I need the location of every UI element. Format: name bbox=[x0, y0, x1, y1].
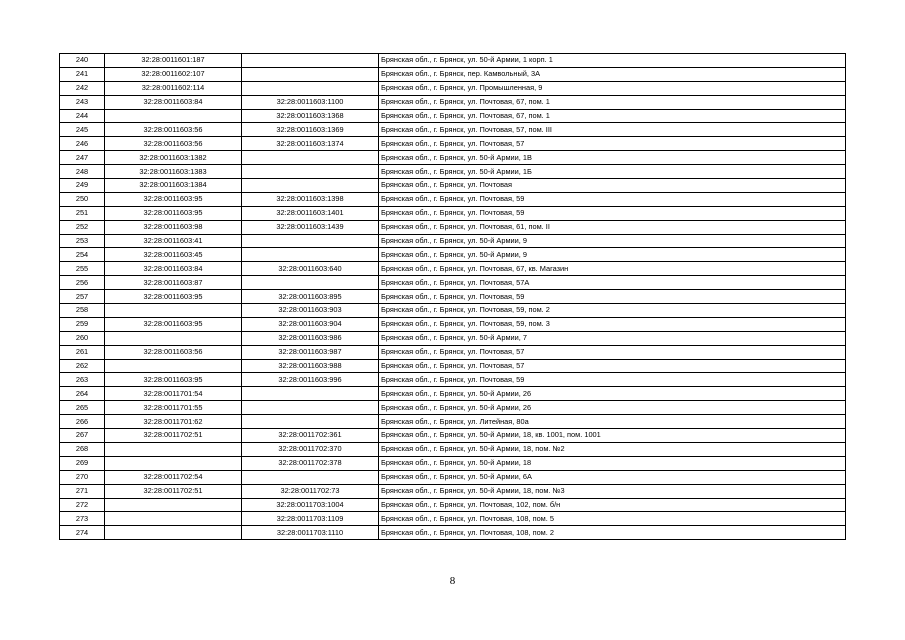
table-row bbox=[60, 512, 846, 526]
cadastral-number-cell bbox=[105, 526, 242, 540]
table-row bbox=[60, 179, 846, 193]
address-cell: Брянская обл., г. Брянск, ул. 50-й Армии, 1Б bbox=[379, 165, 846, 179]
object-cadastral-number-cell: 32:28:0011603:895 bbox=[242, 290, 379, 304]
address-cell: Брянская обл., г. Брянск, пер. Камвольный, 3А bbox=[379, 67, 846, 81]
table-row bbox=[60, 81, 846, 95]
object-cadastral-number-cell: 32:28:0011702:378 bbox=[242, 456, 379, 470]
cadastral-number-cell: 32:28:0011603:1383 bbox=[105, 165, 242, 179]
row-number-cell: 264 bbox=[60, 387, 105, 401]
cadastral-number-cell: 32:28:0011603:84 bbox=[105, 95, 242, 109]
address-cell: Брянская обл., г. Брянск, ул. Литейная, 80а bbox=[379, 415, 846, 429]
object-cadastral-number-cell: 32:28:0011703:1109 bbox=[242, 512, 379, 526]
table-row bbox=[60, 123, 846, 137]
cadastral-number-cell: 32:28:0011603:56 bbox=[105, 137, 242, 151]
table-row bbox=[60, 109, 846, 123]
cadastral-number-cell: 32:28:0011702:51 bbox=[105, 429, 242, 443]
address-cell: Брянская обл., г. Брянск, ул. 50-й Армии, 18, кв. 1001, пом. 1001 bbox=[379, 429, 846, 443]
table-row bbox=[60, 276, 846, 290]
address-cell: Брянская обл., г. Брянск, ул. 50-й Армии, 26 bbox=[379, 401, 846, 415]
cadastral-number-cell: 32:28:0011603:98 bbox=[105, 220, 242, 234]
table-row bbox=[60, 67, 846, 81]
address-cell: Брянская обл., г. Брянск, ул. 50-й Армии, 18, пом. №2 bbox=[379, 442, 846, 456]
object-cadastral-number-cell bbox=[242, 276, 379, 290]
address-cell: Брянская обл., г. Брянск, ул. 50-й Армии, 1 корп. 1 bbox=[379, 54, 846, 68]
row-number-cell: 267 bbox=[60, 429, 105, 443]
row-number-cell: 252 bbox=[60, 220, 105, 234]
cadastral-number-cell: 32:28:0011603:56 bbox=[105, 123, 242, 137]
cadastral-number-cell bbox=[105, 498, 242, 512]
table-row bbox=[60, 331, 846, 345]
row-number-cell: 254 bbox=[60, 248, 105, 262]
address-cell: Брянская обл., г. Брянск, ул. Почтовая, 59 bbox=[379, 373, 846, 387]
row-number-cell: 263 bbox=[60, 373, 105, 387]
object-cadastral-number-cell: 32:28:0011603:1401 bbox=[242, 206, 379, 220]
object-cadastral-number-cell bbox=[242, 401, 379, 415]
address-cell: Брянская обл., г. Брянск, ул. Почтовая, 67, пом. 1 bbox=[379, 95, 846, 109]
row-number-cell: 270 bbox=[60, 470, 105, 484]
row-number-cell: 268 bbox=[60, 442, 105, 456]
row-number-cell: 251 bbox=[60, 206, 105, 220]
object-cadastral-number-cell: 32:28:0011603:986 bbox=[242, 331, 379, 345]
address-cell: Брянская обл., г. Брянск, ул. 50-й Армии, 9 bbox=[379, 248, 846, 262]
table-row bbox=[60, 304, 846, 318]
table-row bbox=[60, 401, 846, 415]
cadastral-number-cell: 32:28:0011602:114 bbox=[105, 81, 242, 95]
row-number-cell: 244 bbox=[60, 109, 105, 123]
table-row bbox=[60, 442, 846, 456]
object-cadastral-number-cell bbox=[242, 81, 379, 95]
table-row bbox=[60, 54, 846, 68]
row-number-cell: 258 bbox=[60, 304, 105, 318]
row-number-cell: 241 bbox=[60, 67, 105, 81]
object-cadastral-number-cell: 32:28:0011603:987 bbox=[242, 345, 379, 359]
cadastral-number-cell bbox=[105, 442, 242, 456]
object-cadastral-number-cell: 32:28:0011603:988 bbox=[242, 359, 379, 373]
table-row bbox=[60, 345, 846, 359]
object-cadastral-number-cell bbox=[242, 67, 379, 81]
row-number-cell: 250 bbox=[60, 192, 105, 206]
address-cell: Брянская обл., г. Брянск, ул. Почтовая, 108, пом. 2 bbox=[379, 526, 846, 540]
row-number-cell: 274 bbox=[60, 526, 105, 540]
object-cadastral-number-cell: 32:28:0011603:1398 bbox=[242, 192, 379, 206]
object-cadastral-number-cell: 32:28:0011603:996 bbox=[242, 373, 379, 387]
table-row bbox=[60, 387, 846, 401]
table-row bbox=[60, 526, 846, 540]
object-cadastral-number-cell: 32:28:0011603:1369 bbox=[242, 123, 379, 137]
address-cell: Брянская обл., г. Брянск, ул. Почтовая, 59, пом. 2 bbox=[379, 304, 846, 318]
cadastral-number-cell: 32:28:0011603:1384 bbox=[105, 179, 242, 193]
table-row bbox=[60, 484, 846, 498]
object-cadastral-number-cell bbox=[242, 470, 379, 484]
object-cadastral-number-cell bbox=[242, 151, 379, 165]
address-cell: Брянская обл., г. Брянск, ул. Почтовая, 108, пом. 5 bbox=[379, 512, 846, 526]
cadastral-number-cell: 32:28:0011603:41 bbox=[105, 234, 242, 248]
row-number-cell: 259 bbox=[60, 317, 105, 331]
table-row bbox=[60, 151, 846, 165]
address-cell: Брянская обл., г. Брянск, ул. Почтовая, 67, кв. Магазин bbox=[379, 262, 846, 276]
address-cell: Брянская обл., г. Брянск, ул. Почтовая, 57А bbox=[379, 276, 846, 290]
address-cell: Брянская обл., г. Брянск, ул. 50-й Армии, 1В bbox=[379, 151, 846, 165]
cadastral-number-cell bbox=[105, 456, 242, 470]
registry-table bbox=[59, 53, 846, 540]
row-number-cell: 249 bbox=[60, 179, 105, 193]
address-cell: Брянская обл., г. Брянск, ул. 50-й Армии, 9 bbox=[379, 234, 846, 248]
table-row bbox=[60, 429, 846, 443]
cadastral-number-cell: 32:28:0011603:87 bbox=[105, 276, 242, 290]
table-row bbox=[60, 290, 846, 304]
row-number-cell: 266 bbox=[60, 415, 105, 429]
row-number-cell: 260 bbox=[60, 331, 105, 345]
cadastral-number-cell: 32:28:0011702:54 bbox=[105, 470, 242, 484]
row-number-cell: 262 bbox=[60, 359, 105, 373]
object-cadastral-number-cell: 32:28:0011703:1004 bbox=[242, 498, 379, 512]
table-row bbox=[60, 470, 846, 484]
table-row bbox=[60, 373, 846, 387]
address-cell: Брянская обл., г. Брянск, ул. Почтовая, 59 bbox=[379, 206, 846, 220]
row-number-cell: 257 bbox=[60, 290, 105, 304]
cadastral-number-cell: 32:28:0011603:95 bbox=[105, 192, 242, 206]
table-row bbox=[60, 206, 846, 220]
object-cadastral-number-cell: 32:28:0011702:361 bbox=[242, 429, 379, 443]
address-cell: Брянская обл., г. Брянск, ул. Почтовая, 67, пом. 1 bbox=[379, 109, 846, 123]
address-cell: Брянская обл., г. Брянск, ул. 50-й Армии, 26 bbox=[379, 387, 846, 401]
cadastral-number-cell: 32:28:0011701:55 bbox=[105, 401, 242, 415]
row-number-cell: 272 bbox=[60, 498, 105, 512]
row-number-cell: 271 bbox=[60, 484, 105, 498]
address-cell: Брянская обл., г. Брянск, ул. 50-й Армии, 7 bbox=[379, 331, 846, 345]
row-number-cell: 245 bbox=[60, 123, 105, 137]
table-row bbox=[60, 220, 846, 234]
cadastral-number-cell bbox=[105, 331, 242, 345]
address-cell: Брянская обл., г. Брянск, ул. Почтовая, 59 bbox=[379, 290, 846, 304]
cadastral-number-cell: 32:28:0011603:1382 bbox=[105, 151, 242, 165]
address-cell: Брянская обл., г. Брянск, ул. Почтовая bbox=[379, 179, 846, 193]
row-number-cell: 248 bbox=[60, 165, 105, 179]
table-row bbox=[60, 415, 846, 429]
row-number-cell: 247 bbox=[60, 151, 105, 165]
cadastral-number-cell: 32:28:0011603:95 bbox=[105, 290, 242, 304]
row-number-cell: 256 bbox=[60, 276, 105, 290]
table-row bbox=[60, 262, 846, 276]
cadastral-number-cell: 32:28:0011603:84 bbox=[105, 262, 242, 276]
cadastral-number-cell bbox=[105, 304, 242, 318]
cadastral-number-cell: 32:28:0011702:51 bbox=[105, 484, 242, 498]
table-row bbox=[60, 248, 846, 262]
object-cadastral-number-cell: 32:28:0011703:1110 bbox=[242, 526, 379, 540]
object-cadastral-number-cell bbox=[242, 165, 379, 179]
address-cell: Брянская обл., г. Брянск, ул. Почтовая, 57 bbox=[379, 345, 846, 359]
row-number-cell: 265 bbox=[60, 401, 105, 415]
object-cadastral-number-cell bbox=[242, 234, 379, 248]
row-number-cell: 261 bbox=[60, 345, 105, 359]
page-number: 8 bbox=[449, 575, 456, 587]
table-row bbox=[60, 192, 846, 206]
row-number-cell: 240 bbox=[60, 54, 105, 68]
table-row bbox=[60, 498, 846, 512]
object-cadastral-number-cell: 32:28:0011603:1439 bbox=[242, 220, 379, 234]
address-cell: Брянская обл., г. Брянск, ул. Почтовая, 61, пом. II bbox=[379, 220, 846, 234]
object-cadastral-number-cell bbox=[242, 54, 379, 68]
object-cadastral-number-cell: 32:28:0011603:1368 bbox=[242, 109, 379, 123]
table-row bbox=[60, 137, 846, 151]
cadastral-number-cell: 32:28:0011601:187 bbox=[105, 54, 242, 68]
address-cell: Брянская обл., г. Брянск, ул. 50-й Армии, 18 bbox=[379, 456, 846, 470]
row-number-cell: 253 bbox=[60, 234, 105, 248]
table-row bbox=[60, 95, 846, 109]
address-cell: Брянская обл., г. Брянск, ул. Почтовая, 57 bbox=[379, 359, 846, 373]
cadastral-number-cell bbox=[105, 109, 242, 123]
row-number-cell: 255 bbox=[60, 262, 105, 276]
address-cell: Брянская обл., г. Брянск, ул. Почтовая, 59, пом. 3 bbox=[379, 317, 846, 331]
cadastral-number-cell: 32:28:0011701:54 bbox=[105, 387, 242, 401]
table-row bbox=[60, 234, 846, 248]
cadastral-number-cell: 32:28:0011602:107 bbox=[105, 67, 242, 81]
row-number-cell: 273 bbox=[60, 512, 105, 526]
address-cell: Брянская обл., г. Брянск, ул. Почтовая, 57 bbox=[379, 137, 846, 151]
cadastral-number-cell: 32:28:0011603:95 bbox=[105, 206, 242, 220]
table-row bbox=[60, 359, 846, 373]
address-cell: Брянская обл., г. Брянск, ул. 50-й Армии, 6А bbox=[379, 470, 846, 484]
cadastral-number-cell: 32:28:0011603:95 bbox=[105, 317, 242, 331]
object-cadastral-number-cell: 32:28:0011702:73 bbox=[242, 484, 379, 498]
object-cadastral-number-cell bbox=[242, 248, 379, 262]
cadastral-number-cell bbox=[105, 512, 242, 526]
row-number-cell: 243 bbox=[60, 95, 105, 109]
address-cell: Брянская обл., г. Брянск, ул. Промышленная, 9 bbox=[379, 81, 846, 95]
object-cadastral-number-cell: 32:28:0011603:904 bbox=[242, 317, 379, 331]
table-row bbox=[60, 165, 846, 179]
address-cell: Брянская обл., г. Брянск, ул. Почтовая, 102, пом. б/н bbox=[379, 498, 846, 512]
object-cadastral-number-cell bbox=[242, 179, 379, 193]
table-row bbox=[60, 317, 846, 331]
object-cadastral-number-cell bbox=[242, 415, 379, 429]
object-cadastral-number-cell: 32:28:0011603:1374 bbox=[242, 137, 379, 151]
address-cell: Брянская обл., г. Брянск, ул. 50-й Армии, 18, пом. №3 bbox=[379, 484, 846, 498]
object-cadastral-number-cell bbox=[242, 387, 379, 401]
cadastral-number-cell: 32:28:0011603:95 bbox=[105, 373, 242, 387]
object-cadastral-number-cell: 32:28:0011603:1100 bbox=[242, 95, 379, 109]
object-cadastral-number-cell: 32:28:0011702:370 bbox=[242, 442, 379, 456]
cadastral-number-cell: 32:28:0011603:56 bbox=[105, 345, 242, 359]
address-cell: Брянская обл., г. Брянск, ул. Почтовая, 57, пом. III bbox=[379, 123, 846, 137]
row-number-cell: 246 bbox=[60, 137, 105, 151]
object-cadastral-number-cell: 32:28:0011603:903 bbox=[242, 304, 379, 318]
cadastral-number-cell bbox=[105, 359, 242, 373]
table-row bbox=[60, 456, 846, 470]
row-number-cell: 242 bbox=[60, 81, 105, 95]
row-number-cell: 269 bbox=[60, 456, 105, 470]
cadastral-number-cell: 32:28:0011701:62 bbox=[105, 415, 242, 429]
cadastral-number-cell: 32:28:0011603:45 bbox=[105, 248, 242, 262]
registry-table-body bbox=[60, 54, 846, 540]
object-cadastral-number-cell: 32:28:0011603:640 bbox=[242, 262, 379, 276]
address-cell: Брянская обл., г. Брянск, ул. Почтовая, 59 bbox=[379, 192, 846, 206]
